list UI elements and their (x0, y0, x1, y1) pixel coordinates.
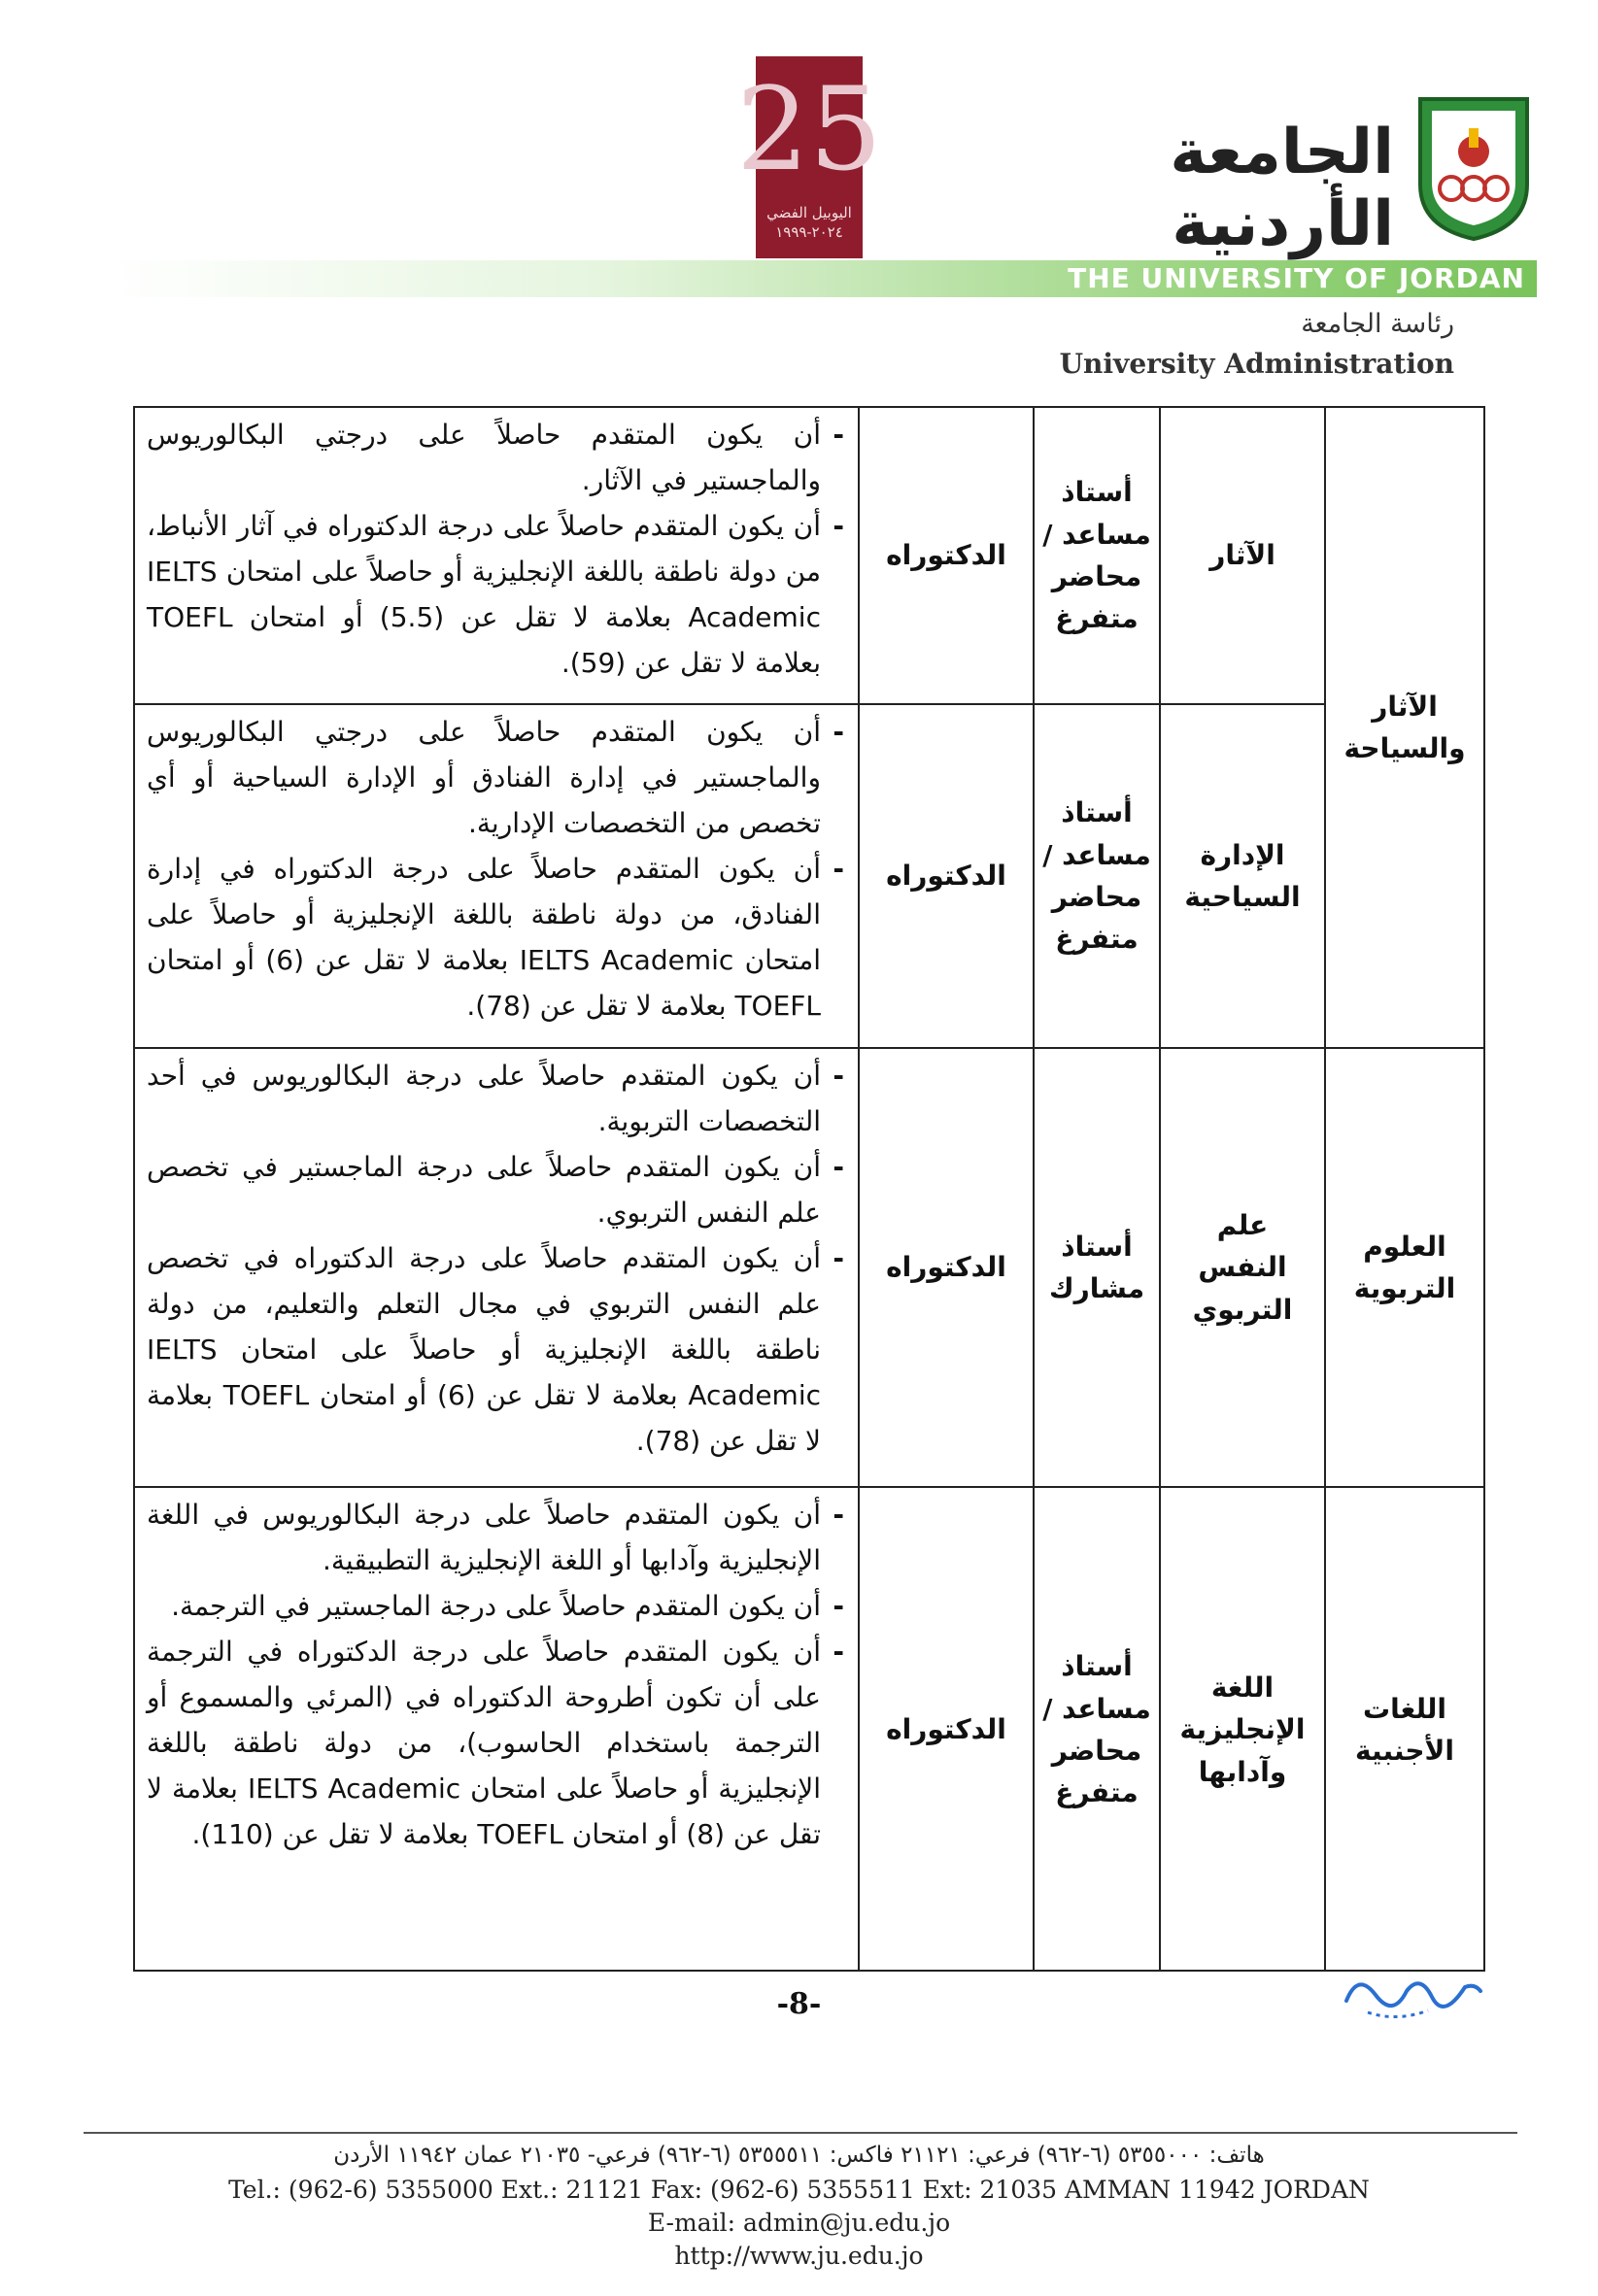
footer-contact-english: Tel.: (962-6) 5355000 Ext.: 21121 Fax: (962-6) 5355511 Ext: 21035 AMMAN 11942 JORDAN (228, 2176, 1370, 2204)
requirement-item: - أن يكون المتقدم حاصلاً على درجة الماجستير في الترجمة. (147, 1583, 844, 1629)
table-cell-degree: الدكتوراه (858, 408, 1033, 705)
requirement-item: - أن يكون المتقدم حاصلاً على درجتي البكالوريوس والماجستير في الآثار. (147, 412, 844, 503)
administration-english: University Administration (1059, 348, 1454, 380)
university-name-english: THE UNIVERSITY OF JORDAN (1068, 262, 1525, 294)
table-cell-requirements (135, 408, 858, 705)
table-cell-requirements (135, 1049, 858, 1488)
table-cell-department: اللغات الأجنبية (1324, 1488, 1483, 1972)
requirement-item: - أن يكون المتقدم حاصلاً على درجة البكالوريوس في أحد التخصصات التربوية. (147, 1053, 844, 1144)
table-cell-rank: أستاذ مساعد / محاضر متفرغ (1033, 408, 1159, 705)
table-cell-requirements (135, 1488, 858, 1972)
anniversary-years: ٢٠٢٤-١٩٩٩ (775, 223, 843, 241)
table-cell-requirements (135, 705, 858, 1049)
table-cell-specialization: الإدارة السياحية (1159, 705, 1324, 1049)
requirement-item: - أن يكون المتقدم حاصلاً على درجة الدكتوراه في إدارة الفنادق، من دولة ناطقة باللغة الإنجليزية أو حاصلاً على امتحان IELTS Academic بعلامة لا تقل عن (6) أو امتحان TOEFL بعلامة لا تقل عن (78). (147, 846, 844, 1029)
table-cell-rank: أستاذ مشارك (1033, 1049, 1159, 1488)
table-cell-specialization: الآثار (1159, 408, 1324, 705)
table-cell-degree: الدكتوراه (858, 705, 1033, 1049)
administration-arabic: رئاسة الجامعة (1301, 309, 1454, 339)
requirement-item: - أن يكون المتقدم حاصلاً على درجة الدكتوراه في تخصص علم النفس التربوي في مجال التعلم والتعليم، من دولة ناطقة باللغة الإنجليزية أو حاصلاً على امتحان IELTS Academic بعلامة لا تقل عن (6) أو امتحان TOEFL بعلامة لا تقل عن (78). (147, 1235, 844, 1464)
requirement-item: - أن يكون المتقدم حاصلاً على درجة الماجستير في تخصص علم النفس التربوي. (147, 1144, 844, 1235)
table-cell-degree: الدكتوراه (858, 1049, 1033, 1488)
table-cell-degree: الدكتوراه (858, 1488, 1033, 1972)
footer-email: E-mail: admin@ju.edu.jo (647, 2209, 951, 2237)
anniversary-number: 25 (735, 62, 883, 196)
anniversary-label: اليوبيل الفضي (766, 204, 852, 221)
requirement-item: - أن يكون المتقدم حاصلاً على درجة الدكتوراه في آثار الأنباط، من دولة ناطقة باللغة الإنجليزية أو حاصلاً على امتحان IELTS Academic بعلامة لا تقل عن (5.5) أو امتحان TOEFL بعلامة لا تقل عن (59). (147, 503, 844, 686)
silver-jubilee-emblem (735, 56, 883, 258)
university-crest-icon (1414, 91, 1533, 243)
footer-divider (84, 2132, 1517, 2134)
requirement-item: - أن يكون المتقدم حاصلاً على درجة البكالوريوس في اللغة الإنجليزية وآدابها أو اللغة الإنجليزية التطبيقية. (147, 1492, 844, 1583)
footer-contact-arabic: هاتف: ٥٣٥٥٠٠٠ (٦-٩٦٢) فرعي: ٢١١٢١ فاكس: ٥٣٥٥٥١١ (٦-٩٦٢) فرعي- ٢١٠٣٥ عمان ١١٩٤٢ الأردن (333, 2143, 1265, 2168)
page-number: -8- (776, 1987, 822, 2021)
signature-mark (1339, 1962, 1484, 2030)
requirement-item: - أن يكون المتقدم حاصلاً على درجة الدكتوراه في الترجمة على أن تكون أطروحة الدكتوراه في (المرئي والمسموع أو الترجمة باستخدام الحاسوب)، من دولة ناطقة باللغة الإنجليزية أو حاصلاً على امتحان IELTS Academic بعلامة لا تقل عن (8) أو امتحان TOEFL بعلامة لا تقل عن (110). (147, 1629, 844, 1857)
table-cell-specialization: اللغة الإنجليزية وآدابها (1159, 1488, 1324, 1972)
university-name-arabic: الجامعة الأردنية (1170, 117, 1394, 260)
table-cell-specialization: علم النفس التربوي (1159, 1049, 1324, 1488)
positions-table (133, 406, 1485, 1972)
table-cell-department: العلوم التربوية (1324, 1049, 1483, 1488)
table-cell-rank: أستاذ مساعد / محاضر متفرغ (1033, 705, 1159, 1049)
table-cell-rank: أستاذ مساعد / محاضر متفرغ (1033, 1488, 1159, 1972)
footer-website: http://www.ju.edu.jo (674, 2242, 924, 2270)
table-cell-department: الآثار والسياحة (1324, 408, 1483, 1049)
requirement-item: - أن يكون المتقدم حاصلاً على درجتي البكالوريوس والماجستير في إدارة الفنادق أو الإدارة السياحية أو أي تخصص من التخصصات الإدارية. (147, 709, 844, 846)
